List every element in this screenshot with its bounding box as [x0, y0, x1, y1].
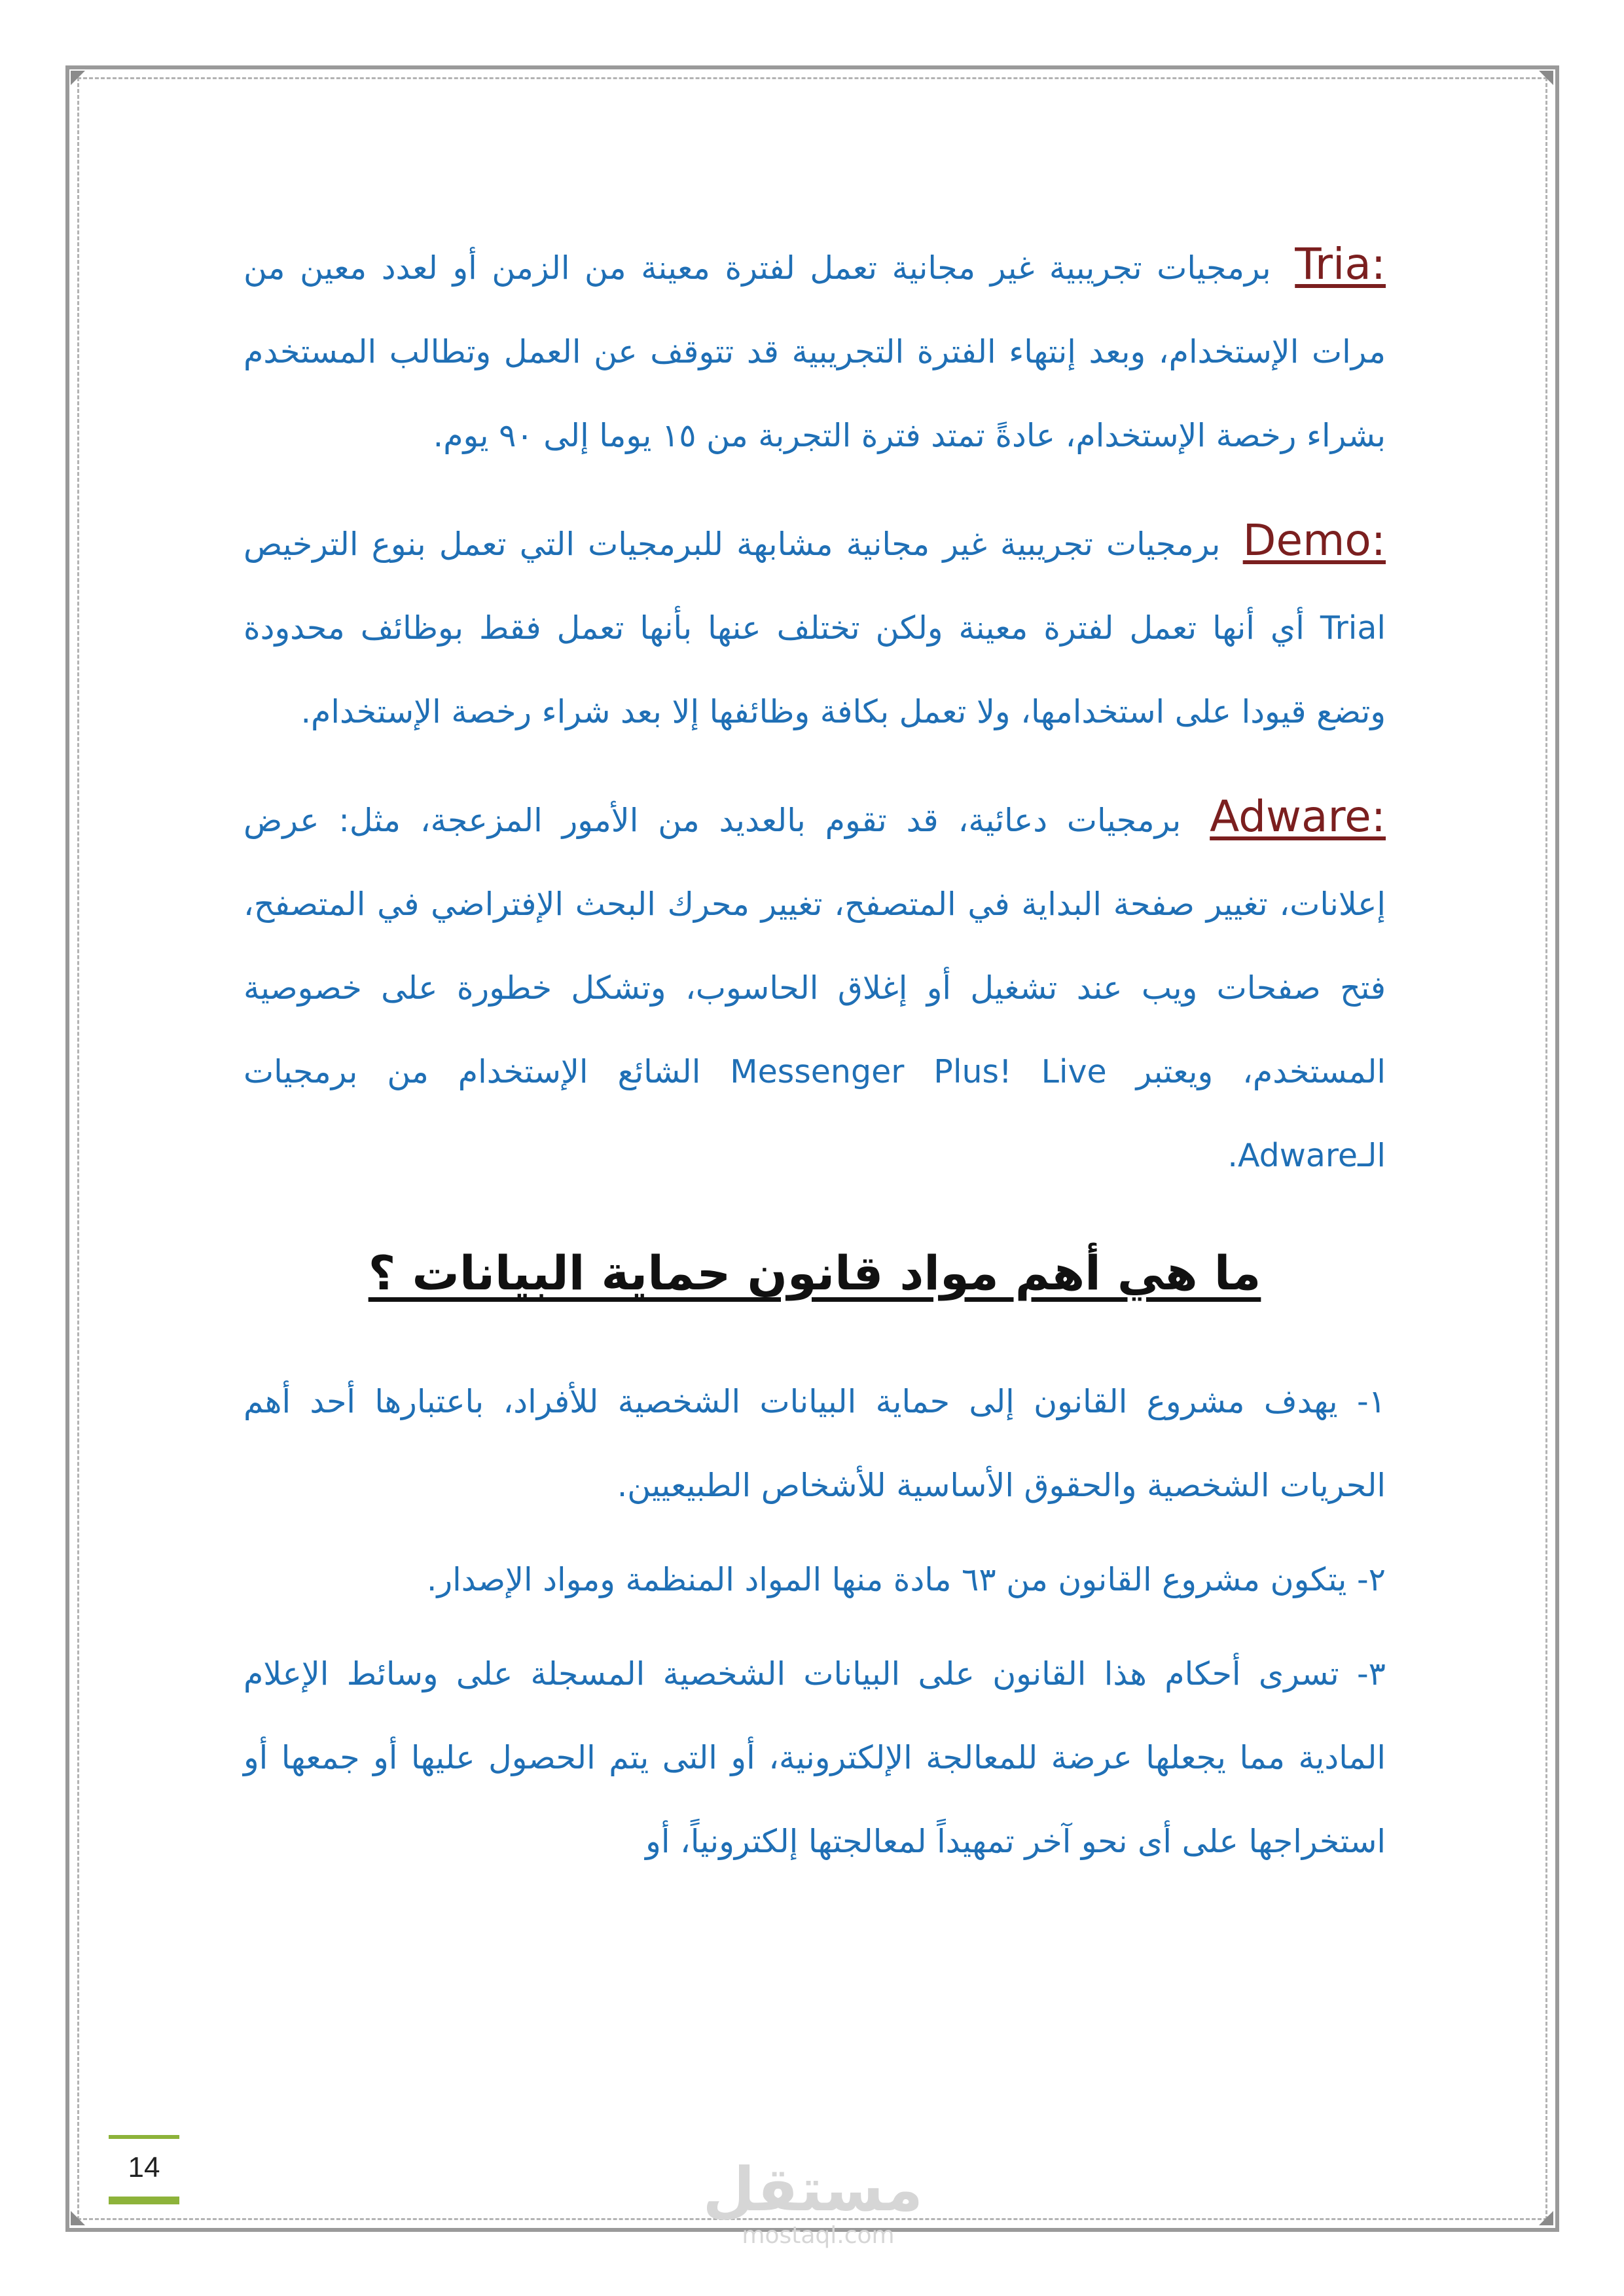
watermark-latin: mostaql.com [742, 2222, 895, 2249]
section-heading: ما هي أهم مواد قانون حماية البيانات ؟ [368, 1246, 1261, 1300]
section-trial [244, 223, 1386, 478]
definition-trial: برمجيات تجريبية غير مجانية تعمل لفترة معينة من الزمن أو لعدد معين من مرات الإستخدام، وبعد إنتهاء الفترة التجريبية قد تتوقف عن العمل وتطالب المستخدم بشراء رخصة الإستخدام، عادةً تمتد فترة التجربة من ١٥ يوما إلى ٩٠ يوم. [244, 249, 1386, 454]
term-demo: Demo: [1242, 515, 1386, 565]
definition-demo: برمجيات تجريبية غير مجانية مشابهة للبرمجيات التي تعمل بنوع الترخيص Trial أي أنها تعمل لفترة معينة ولكن تختلف عنها بأنها تعمل فقط بوظائف محدودة وتضع قيودا على استخدامها، ولا تعمل بكافة وظائفها إلا بعد شراء رخصة الإستخدام. [244, 526, 1386, 730]
term-trial: Tria: [1295, 239, 1386, 289]
page-content [244, 223, 1386, 1894]
list-item-3: ٣- تسرى أحكام هذا القانون على البيانات الشخصية المسجلة على وسائط الإعلام المادية مما يجعلها عرضة للمعالجة الإلكترونية، أو التى يتم الحصول عليها أو جمعها أو استخراجها على أى نحو آخر تمهيداً لمعالجتها إلكترونياً، أو [244, 1655, 1386, 1860]
page-number: 14 [109, 2135, 179, 2204]
section-demo [244, 499, 1386, 754]
corner-ornament-top-left [71, 71, 85, 85]
watermark-logo [702, 2155, 923, 2249]
list-item-1: ١- يهدف مشروع القانون إلى حماية البيانات الشخصية للأفراد، باعتبارها أحد أهم الحريات الشخصية والحقوق الأساسية للأشخاص الطبيعيين. [244, 1383, 1386, 1504]
watermark-arabic: مستقل [702, 2155, 923, 2225]
list-item-2: ٢- يتكون مشروع القانون من ٦٣ مادة منها المواد المنظمة ومواد الإصدار. [426, 1561, 1386, 1598]
section-adware [244, 775, 1386, 1198]
corner-ornament-bottom-right [1539, 2211, 1553, 2225]
definition-adware: برمجيات دعائية، قد تقوم بالعديد من الأمور المزعجة، مثل: عرض إعلانات، تغيير صفحة البداية في المتصفح، تغيير محرك البحث الإفتراضي في المتصفح، فتح صفحات ويب عند تشغيل أو إغلاق الحاسوب، وتشكل خطورة على خصوصية المستخدم، ويعتبر Messenger Plus! Live الشائع الإستخدام من برمجيات الـAdware. [244, 802, 1386, 1174]
corner-ornament-top-right [1539, 71, 1553, 85]
corner-ornament-bottom-left [71, 2211, 85, 2225]
term-adware: Adware: [1210, 791, 1386, 842]
